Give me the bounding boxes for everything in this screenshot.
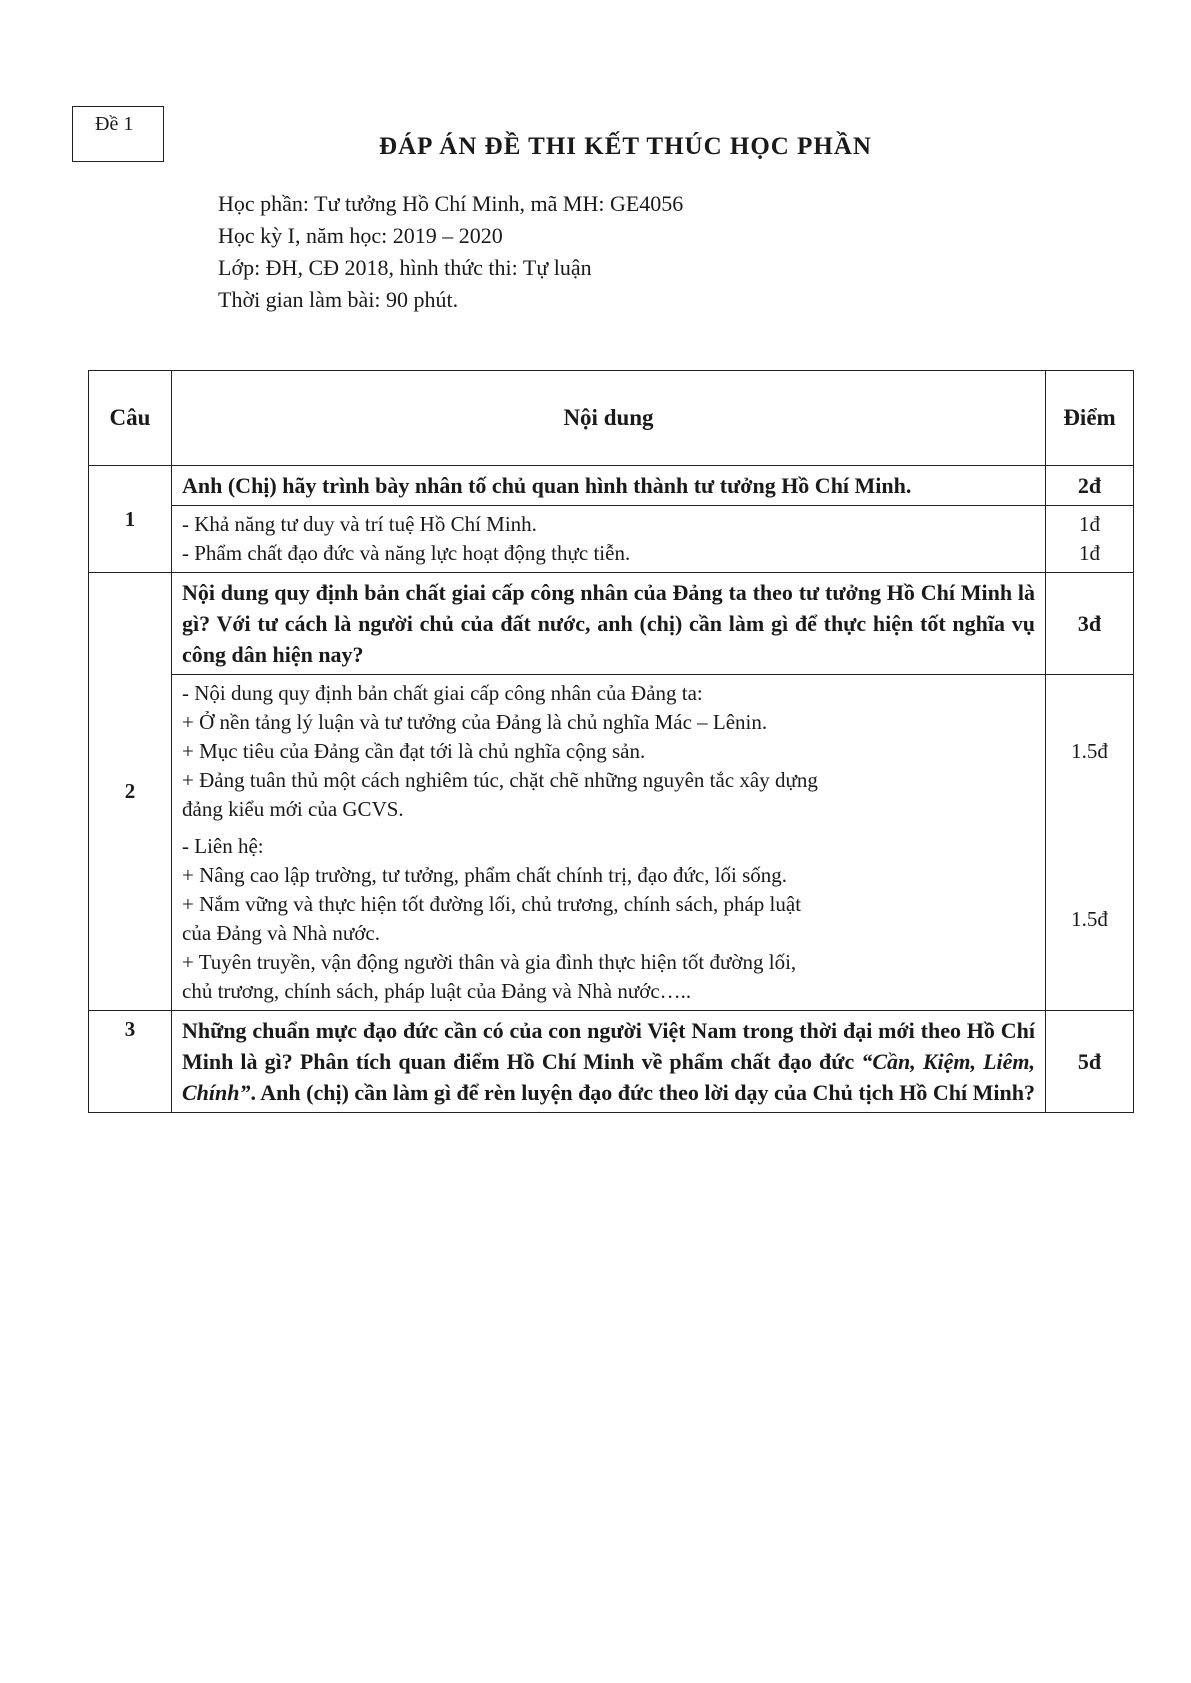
table-header-row xyxy=(89,371,1134,466)
header-diem: Điểm xyxy=(1046,371,1134,466)
q3-question xyxy=(172,1011,1046,1113)
header-noi-dung: Nội dung xyxy=(172,371,1046,466)
q2-points: 3đ xyxy=(1046,573,1134,675)
q1-points: 2đ xyxy=(1046,466,1134,506)
q2-question: Nội dung quy định bản chất giai cấp công nhân của Đảng ta theo tư tưởng Hồ Chí Minh là gì? Với tư cách là người chủ của đất nước, anh (chị) cần làm gì để thực hiện tốt nghĩa vụ công dân hiện nay? xyxy=(172,573,1046,675)
q1-answer-2-points: 1đ xyxy=(1079,541,1100,565)
answer-table xyxy=(88,370,1134,1113)
q2-part1-line-4: + Đảng tuân thủ một cách nghiêm túc, chặt chẽ những nguyên tắc xây dựng xyxy=(182,768,818,792)
q1-question: Anh (Chị) hãy trình bày nhân tố chủ quan hình thành tư tưởng Hồ Chí Minh. xyxy=(172,466,1046,506)
q3-points: 5đ xyxy=(1046,1011,1134,1113)
info-duration: Thời gian làm bài: 90 phút. xyxy=(218,287,459,312)
q3-question-b: . Anh (chị) cần làm gì để rèn luyện đạo đức theo lời dạy của Chủ tịch Hồ Chí Minh? xyxy=(250,1080,1035,1105)
info-class: Lớp: ĐH, CĐ 2018, hình thức thi: Tự luận xyxy=(218,255,592,280)
course-info xyxy=(218,188,683,316)
info-semester: Học kỳ I, năm học: 2019 – 2020 xyxy=(218,223,503,248)
header-cau: Câu xyxy=(89,371,172,466)
q1-answer-1-points: 1đ xyxy=(1079,512,1100,536)
q1-answers xyxy=(172,506,1046,573)
q1-number: 1 xyxy=(89,466,172,573)
table-row-q2-part1 xyxy=(89,675,1134,829)
q1-answer-1: - Khả năng tư duy và trí tuệ Hồ Chí Minh. xyxy=(182,512,537,536)
q2-part2-line-4: của Đảng và Nhà nước. xyxy=(182,921,380,945)
q1-answer-points xyxy=(1046,506,1134,573)
q2-part1-points: 1.5đ xyxy=(1046,675,1134,829)
q2-part2-line-1: - Liên hệ: xyxy=(182,834,264,858)
q2-part1 xyxy=(172,675,1046,829)
q2-part2-line-2: + Nâng cao lập trường, tư tưởng, phẩm chất chính trị, đạo đức, lối sống. xyxy=(182,863,788,887)
table-row-q1-answers xyxy=(89,506,1134,573)
q2-part2-line-6: chủ trương, chính sách, pháp luật của Đảng và Nhà nước….. xyxy=(182,979,692,1003)
exam-code-label: Đề 1 xyxy=(95,113,134,135)
q2-part1-line-1: - Nội dung quy định bản chất giai cấp công nhân của Đảng ta: xyxy=(182,681,703,705)
q2-part2 xyxy=(172,828,1046,1011)
q2-part1-line-5: đảng kiểu mới của GCVS. xyxy=(182,797,404,821)
q2-part1-line-3: + Mục tiêu của Đảng cần đạt tới là chủ nghĩa cộng sản. xyxy=(182,739,646,763)
q1-answer-2: - Phẩm chất đạo đức và năng lực hoạt động thực tiễn. xyxy=(182,541,631,565)
info-course: Học phần: Tư tưởng Hồ Chí Minh, mã MH: GE4056 xyxy=(218,191,684,216)
table-row-q3 xyxy=(89,1011,1134,1113)
table-row-q2-part2 xyxy=(89,828,1134,1011)
q2-part2-line-5: + Tuyên truyền, vận động người thân và gia đình thực hiện tốt đường lối, xyxy=(182,950,797,974)
q3-question-quote: “Cần, Kiệm, Liêm, Chính” xyxy=(182,1049,1035,1105)
q3-question-a: Những chuẩn mực đạo đức cần có của con người Việt Nam trong thời đại mới theo Hồ Chí Minh là gì? Phân tích quan điểm Hồ Chí Minh về phẩm chất đạo đức xyxy=(182,1018,1035,1074)
page-title: ĐÁP ÁN ĐỀ THI KẾT THÚC HỌC PHẦN xyxy=(379,133,872,160)
q2-part2-points: 1.5đ xyxy=(1046,828,1134,1011)
table-row-q1 xyxy=(89,466,1134,506)
table-row-q2 xyxy=(89,573,1134,675)
q2-part1-line-2: + Ở nền tảng lý luận và tư tưởng của Đảng là chủ nghĩa Mác – Lênin. xyxy=(182,710,768,734)
q3-number: 3 xyxy=(89,1011,172,1113)
q2-part2-line-3: + Nắm vững và thực hiện tốt đường lối, chủ trương, chính sách, pháp luật xyxy=(182,892,802,916)
q2-number: 2 xyxy=(89,573,172,1011)
